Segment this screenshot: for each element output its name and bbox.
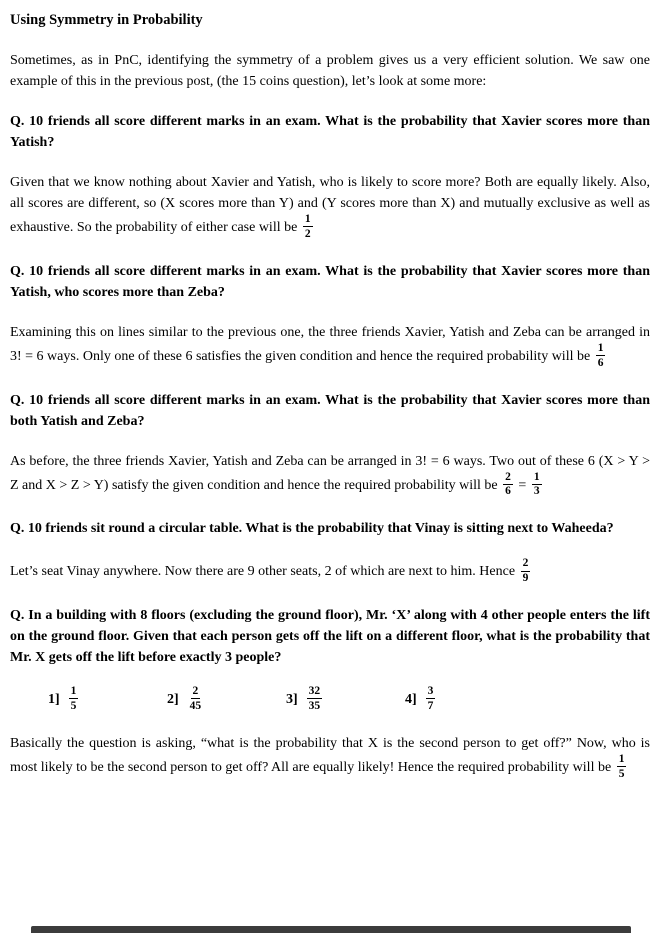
question-heading: Q. 10 friends all score different marks in an exam. What is the probability that Xavier scores more than Yatish? (10, 114, 650, 150)
question-heading: Q. 10 friends sit round a circular table. What is the probability that Vinay is sitting next to Waheeda? (10, 521, 614, 537)
fraction-denominator: 6 (505, 485, 511, 498)
fraction-numerator: 1 (69, 685, 79, 699)
fraction (307, 685, 323, 713)
document-content (10, 50, 650, 782)
fraction (303, 213, 313, 241)
paragraph: Let’s seat Vinay anywhere. Now there are 9 other seats, 2 of which are next to him. Hence $\frac{2}{9}$ (10, 557, 529, 585)
fraction-denominator: 3 (533, 485, 540, 498)
paragraph: Given that we know nothing about Xavier and Yatish, who is likely to score more? Both are equally likely. Also, all scores are different, so (X scores more than Y) and (Y scores more than X) and mutually exclusive as well as exhaustive. So the probability of either case will be $\frac{1}{2}$ (10, 175, 650, 240)
fraction-denominator: 5 (618, 767, 625, 780)
fraction (521, 557, 531, 585)
fraction (69, 685, 79, 713)
fraction-denominator: 45 (189, 699, 202, 712)
bottom-scrollbar-thumb[interactable] (31, 926, 631, 933)
option-2 (167, 686, 286, 714)
fraction (596, 342, 606, 370)
fraction (188, 685, 204, 713)
fraction-denominator: 7 (427, 699, 434, 712)
fraction (532, 471, 542, 499)
option-label: 4] (405, 691, 417, 707)
option-3 (286, 686, 405, 714)
question-heading: Q. 10 friends all score different marks in an exam. What is the probability that Xavier scores more than both Yatish and Zeba? (10, 392, 650, 429)
fraction-denominator: 5 (70, 699, 77, 712)
option-label: 1] (48, 691, 60, 707)
paragraph: Basically the question is asking, “what is the probability that X is the second person to get off?” Now, who is most likely to be the second person to get off? All are equally likely! Hence the required probability will be $\frac{1}{5}$ (10, 735, 650, 780)
fraction-denominator: 9 (522, 572, 529, 585)
fraction-numerator: 2 (191, 685, 201, 699)
paragraph: Sometimes, as in PnC, identifying the symmetry of a problem gives us a very efficient solution. We saw one example of this in the previous post, (the 15 coins question), let’s look at some more: (10, 53, 650, 89)
fraction-numerator: 1 (532, 471, 542, 485)
answer-options (10, 686, 650, 714)
fraction-numerator: 3 (426, 685, 436, 699)
paragraph: As before, the three friends Xavier, Yatish and Zeba can be arranged in 3! = 6 ways. Two out of these 6 (X > Y > Z and X > Z > Y) satisfy the given condition and hence the required probability will be $\frac{2}{6}$ = $\frac{1}{3}$ (10, 453, 650, 498)
fraction-numerator: 2 (521, 557, 531, 571)
fraction-numerator: 2 (503, 471, 513, 485)
option-1 (48, 686, 167, 714)
fraction-denominator: 2 (304, 227, 311, 240)
page-title: Using Symmetry in Probability (10, 12, 203, 28)
fraction-denominator: 35 (308, 699, 321, 712)
option-4 (405, 686, 437, 714)
fraction (426, 685, 436, 713)
fraction-numerator: 1 (596, 342, 606, 356)
fraction-numerator: 1 (617, 753, 627, 767)
question-heading: Q. 10 friends all score different marks in an exam. What is the probability that Xavier scores more than Yatish, who scores more than Zeba? (10, 263, 650, 300)
fraction-denominator: 6 (597, 356, 604, 369)
option-label: 2] (167, 691, 179, 707)
fraction (617, 753, 627, 781)
fraction-numerator: 1 (303, 213, 313, 227)
option-label: 3] (286, 691, 298, 707)
question-heading: Q. In a building with 8 floors (excluding the ground floor), Mr. ‘X’ along with 4 other people enters the lift on the ground floor. Given that each person gets off the lift on a different floor, what is the probability that Mr. X gets off the lift before exactly 3 people? (10, 608, 650, 665)
paragraph: Examining this on lines similar to the previous one, the three friends Xavier, Yatish and Zeba can be arranged in 3! = 6 ways. Only one of these 6 satisfies the given condition and hence the required probability will be $\frac{1}{6}$ (10, 324, 650, 369)
fraction-numerator: 32 (307, 685, 323, 699)
fraction (503, 471, 513, 499)
